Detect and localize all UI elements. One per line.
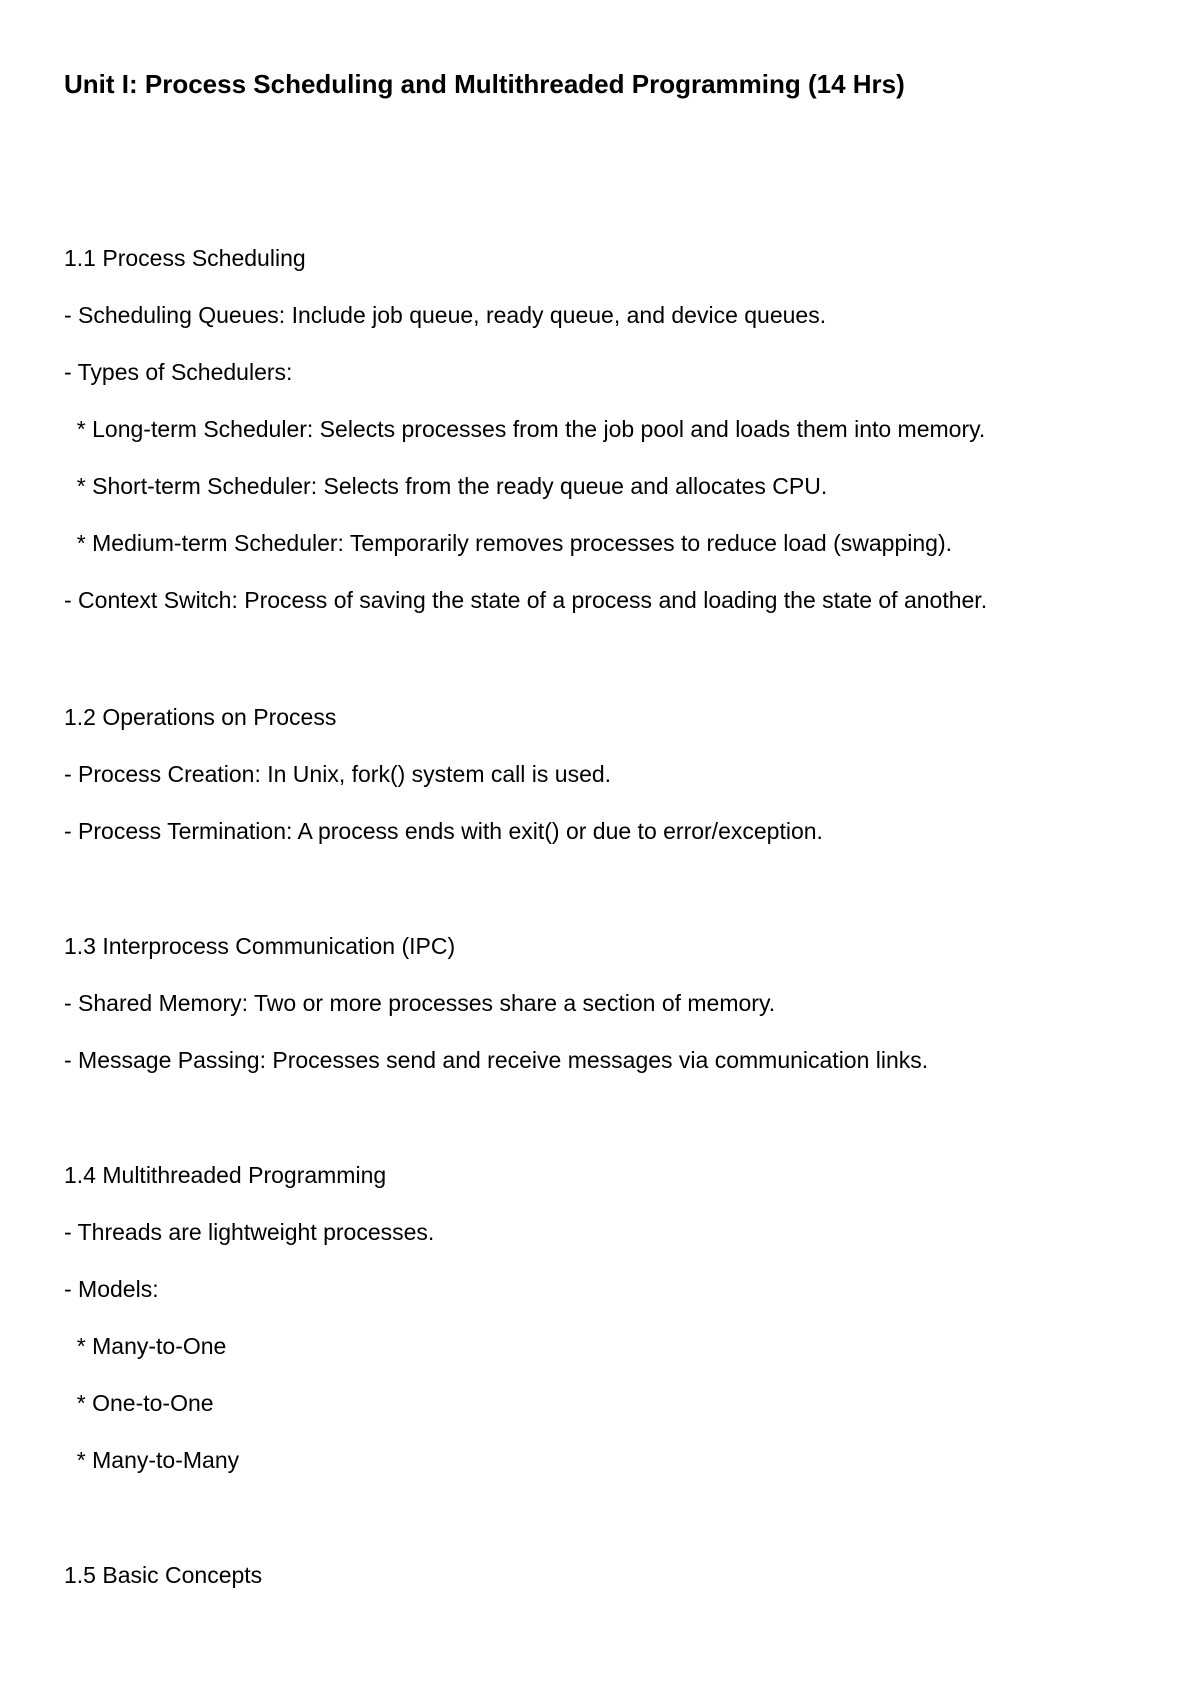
text-line: - Context Switch: Process of saving the state of a process and loading the state of another. xyxy=(64,587,988,613)
text-line: * One-to-One xyxy=(64,1390,214,1416)
text-line: * Short-term Scheduler: Selects from the ready queue and allocates CPU. xyxy=(64,473,828,499)
text-line: - Models: xyxy=(64,1276,159,1302)
section-heading-1-1: 1.1 Process Scheduling xyxy=(64,245,306,271)
section-heading-1-4: 1.4 Multithreaded Programming xyxy=(64,1162,387,1188)
text-line: - Threads are lightweight processes. xyxy=(64,1219,435,1245)
document-title: Unit I: Process Scheduling and Multithreaded Programming (14 Hrs) xyxy=(64,69,905,99)
section-heading-1-2: 1.2 Operations on Process xyxy=(64,704,337,730)
text-line: * Many-to-Many xyxy=(64,1447,240,1473)
text-line: - Shared Memory: Two or more processes share a section of memory. xyxy=(64,990,776,1016)
section-heading-1-5: 1.5 Basic Concepts xyxy=(64,1562,263,1588)
text-line: - Process Termination: A process ends with exit() or due to error/exception. xyxy=(64,818,823,844)
text-line: - Process Creation: In Unix, fork() system call is used. xyxy=(64,761,612,787)
section-heading-1-3: 1.3 Interprocess Communication (IPC) xyxy=(64,933,456,959)
text-line: * Medium-term Scheduler: Temporarily removes processes to reduce load (swapping). xyxy=(64,530,953,556)
text-line: * Long-term Scheduler: Selects processes from the job pool and loads them into memory. xyxy=(64,416,986,442)
text-line: - Message Passing: Processes send and receive messages via communication links. xyxy=(64,1047,929,1073)
text-line: - Scheduling Queues: Include job queue, ready queue, and device queues. xyxy=(64,302,827,328)
text-line: - Types of Schedulers: xyxy=(64,359,293,385)
text-line: * Many-to-One xyxy=(64,1333,227,1359)
